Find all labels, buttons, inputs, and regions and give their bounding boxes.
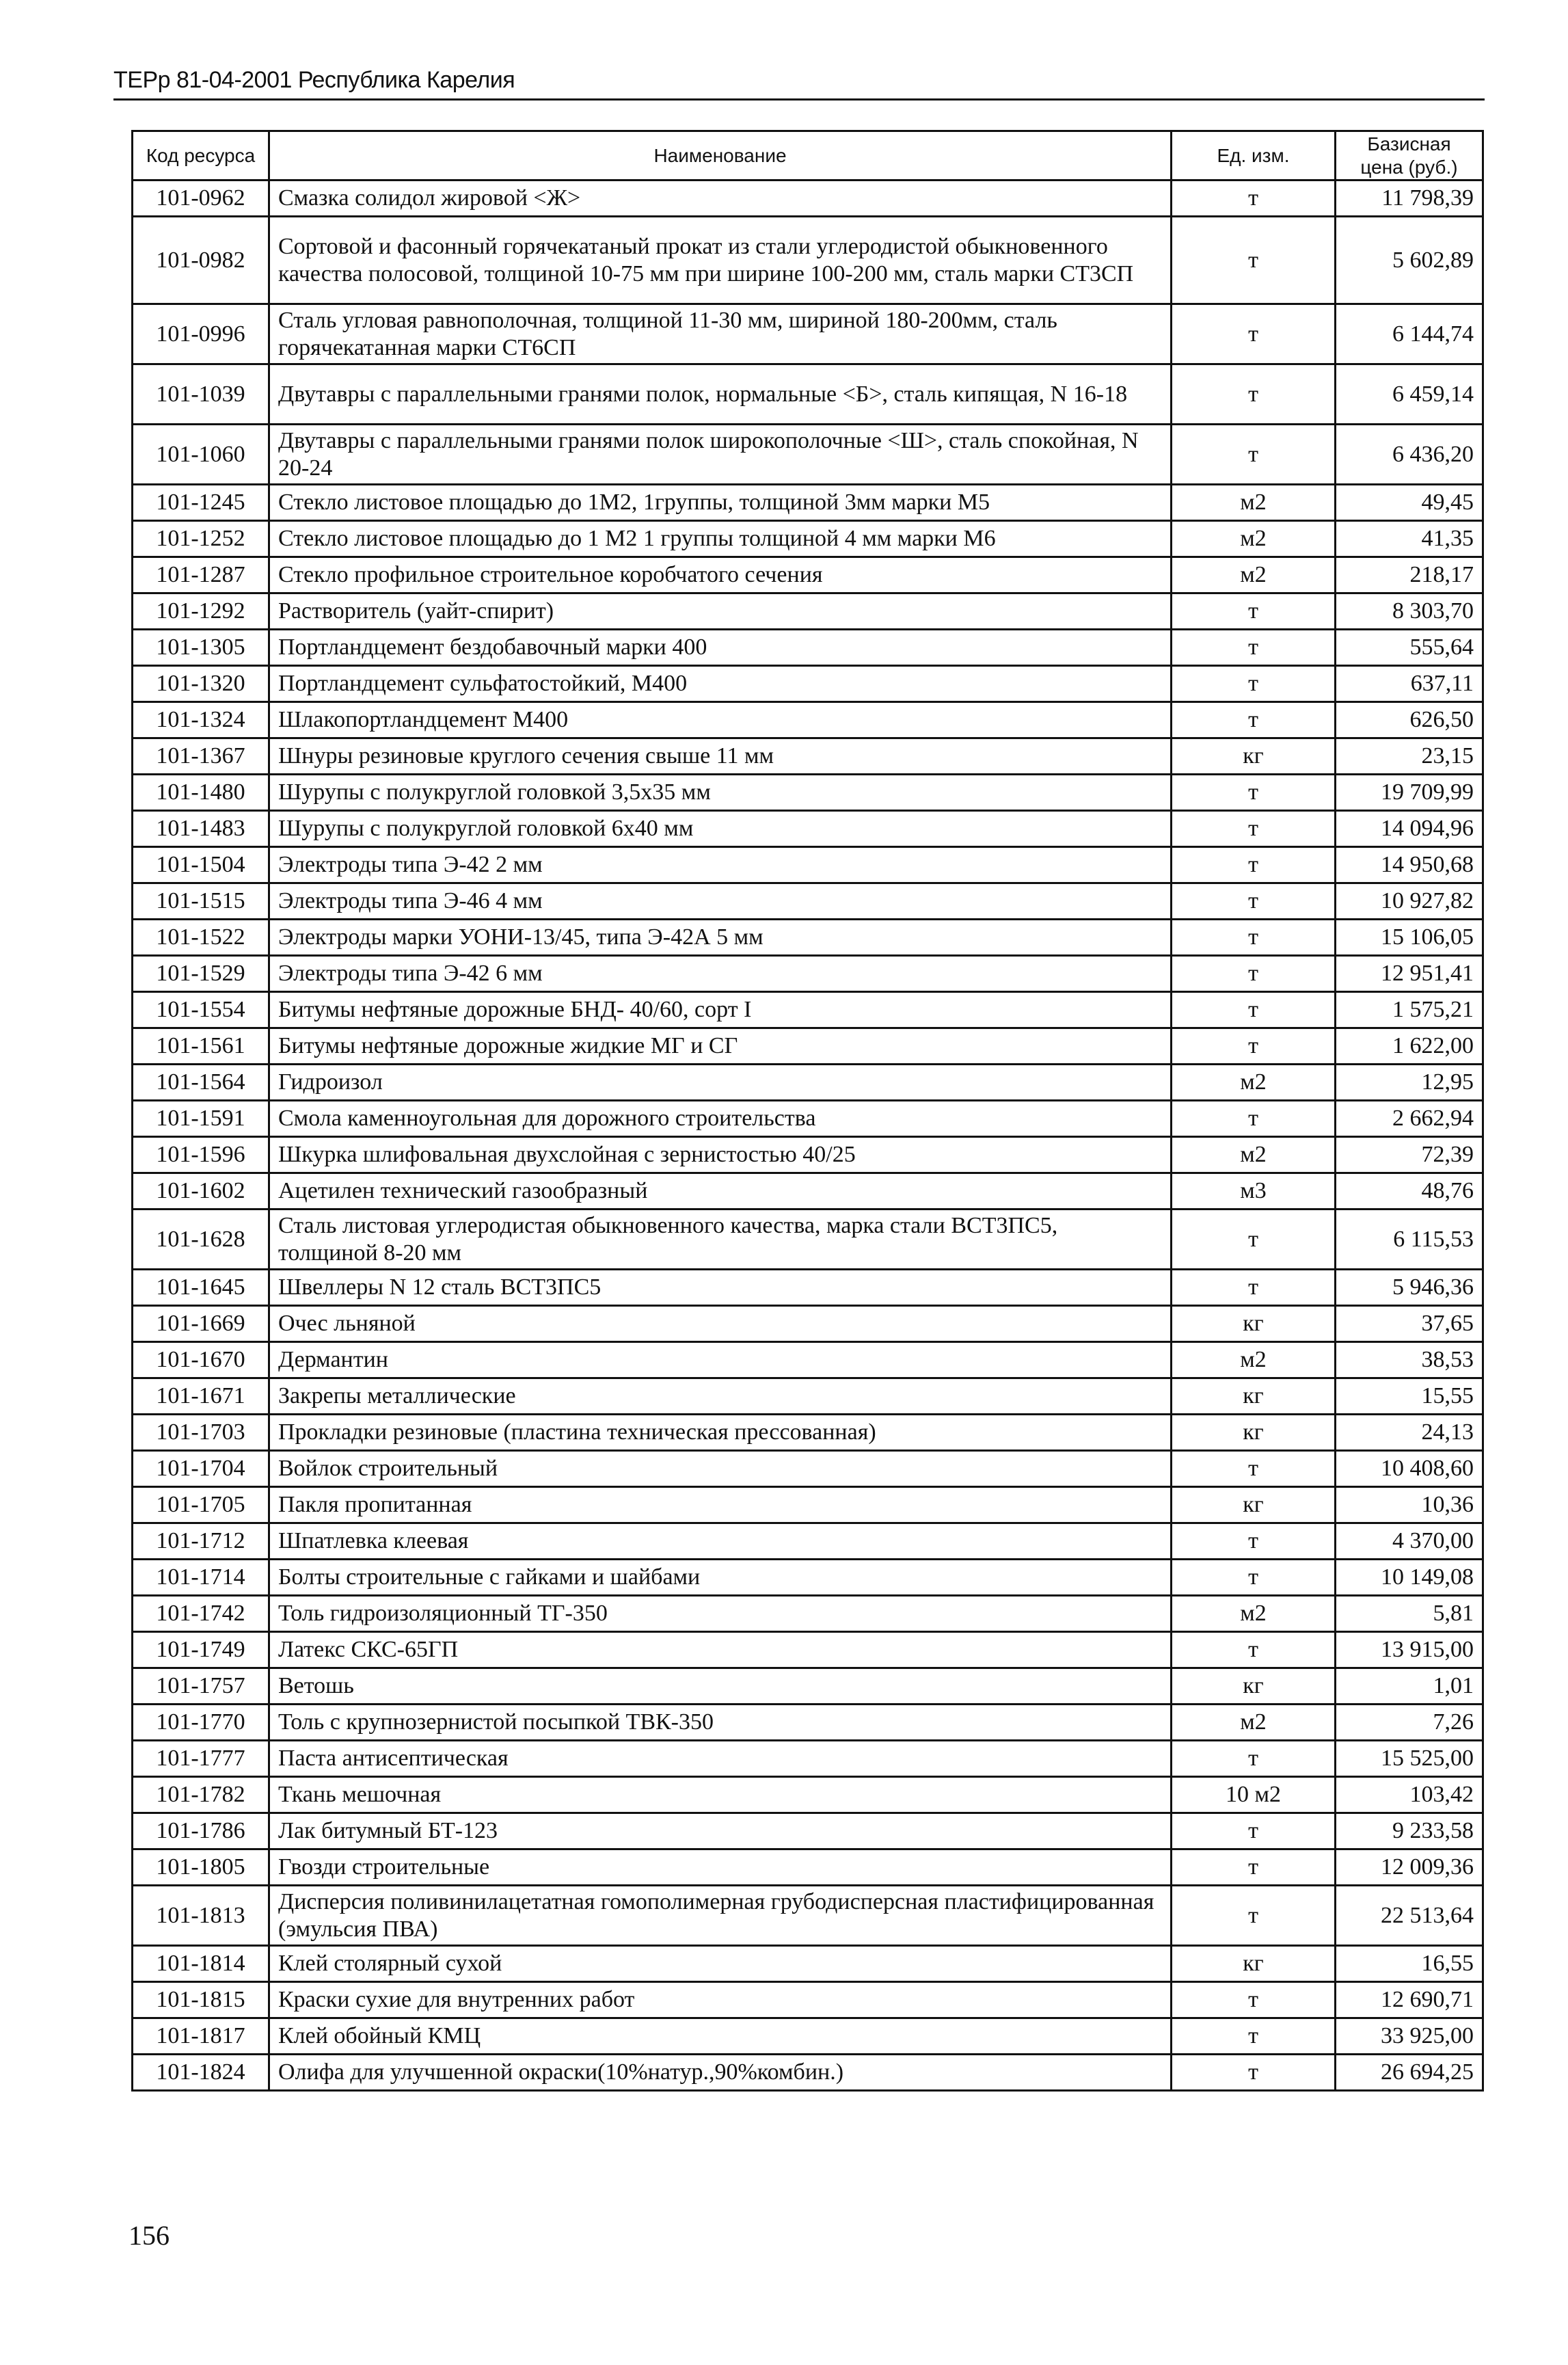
resource-code-cell: 101-1703 [133, 1415, 269, 1451]
table-row [133, 1668, 1483, 1705]
document-header-title: ТЕРр 81-04-2001 Республика Карелия [113, 67, 515, 93]
resource-code-cell: 101-1786 [133, 1813, 269, 1849]
table-row [133, 702, 1483, 738]
base-price-cell: 6 144,74 [1336, 304, 1483, 364]
resource-name-cell: Портландцемент сульфатостойкий, М400 [269, 666, 1172, 702]
resource-name-cell: Прокладки резиновые (пластина техническая прессованная) [269, 1415, 1172, 1451]
resource-name-cell: Битумы нефтяные дорожные БНД- 40/60, сорт I [269, 992, 1172, 1028]
resource-name-cell: Электроды типа Э-46 4 мм [269, 883, 1172, 920]
unit-cell: м2 [1172, 1137, 1336, 1173]
table-row [133, 1378, 1483, 1415]
unit-cell: т [1172, 425, 1336, 485]
unit-cell: т [1172, 992, 1336, 1028]
resource-code-cell: 101-1504 [133, 847, 269, 883]
base-price-cell: 9 233,58 [1336, 1813, 1483, 1849]
resource-code-cell: 101-1252 [133, 521, 269, 557]
resource-name-cell: Олифа для улучшенной окраски(10%натур.,90%комбин.) [269, 2055, 1172, 2091]
table-row [133, 1210, 1483, 1270]
resource-name-cell: Электроды типа Э-42 2 мм [269, 847, 1172, 883]
unit-cell: т [1172, 1849, 1336, 1886]
base-price-cell: 1 622,00 [1336, 1028, 1483, 1065]
resource-name-cell: Дермантин [269, 1342, 1172, 1378]
resource-code-cell: 101-1554 [133, 992, 269, 1028]
base-price-cell: 24,13 [1336, 1415, 1483, 1451]
resource-name-cell: Электроды типа Э-42 6 мм [269, 956, 1172, 992]
resource-name-cell: Дисперсия поливинилацетатная гомополимерная грубодисперсная пластифицированная (эмульсия ПВА) [269, 1886, 1172, 1946]
resource-name-cell: Болты строительные с гайками и шайбами [269, 1560, 1172, 1596]
unit-cell: т [1172, 630, 1336, 666]
resource-code-cell: 101-1714 [133, 1560, 269, 1596]
table-row [133, 1596, 1483, 1632]
resource-code-cell: 101-1292 [133, 593, 269, 630]
resource-name-cell: Сталь угловая равнополочная, толщиной 11-30 мм, шириной 180-200мм, сталь горячекатанная марки СТ6СП [269, 304, 1172, 364]
resource-name-cell: Шпатлевка клеевая [269, 1523, 1172, 1560]
page-number: 156 [129, 2220, 170, 2251]
base-price-cell: 6 436,20 [1336, 425, 1483, 485]
table-row [133, 847, 1483, 883]
unit-cell: м2 [1172, 1342, 1336, 1378]
resource-name-cell: Клей обойный КМЦ [269, 2018, 1172, 2055]
base-price-cell: 48,76 [1336, 1173, 1483, 1210]
unit-cell: кг [1172, 738, 1336, 775]
resource-code-cell: 101-1805 [133, 1849, 269, 1886]
unit-cell: т [1172, 1632, 1336, 1668]
unit-cell: т [1172, 956, 1336, 992]
resource-code-cell: 101-1324 [133, 702, 269, 738]
resource-name-cell: Гидроизол [269, 1065, 1172, 1101]
resource-name-cell: Войлок строительный [269, 1451, 1172, 1487]
unit-cell: т [1172, 702, 1336, 738]
unit-cell: т [1172, 364, 1336, 425]
base-price-cell: 10 927,82 [1336, 883, 1483, 920]
resource-name-cell: Портландцемент бездобавочный марки 400 [269, 630, 1172, 666]
table-row [133, 1451, 1483, 1487]
base-price-cell: 2 662,94 [1336, 1101, 1483, 1137]
resource-name-cell: Двутавры с параллельными гранями полок, нормальные <Б>, сталь кипящая, N 16-18 [269, 364, 1172, 425]
unit-cell: м2 [1172, 485, 1336, 521]
table-row [133, 1415, 1483, 1451]
unit-cell: т [1172, 1982, 1336, 2018]
resource-name-cell: Стекло листовое площадью до 1 М2 1 группы толщиной 4 мм марки М6 [269, 521, 1172, 557]
resource-name-cell: Смола каменноугольная для дорожного строительства [269, 1101, 1172, 1137]
table-row [133, 1306, 1483, 1342]
base-price-cell: 33 925,00 [1336, 2018, 1483, 2055]
table-row [133, 1777, 1483, 1813]
table-row [133, 1946, 1483, 1982]
resource-code-cell: 101-1305 [133, 630, 269, 666]
resource-name-cell: Закрепы металлические [269, 1378, 1172, 1415]
base-price-cell: 8 303,70 [1336, 593, 1483, 630]
unit-cell: кг [1172, 1415, 1336, 1451]
resource-code-cell: 101-1824 [133, 2055, 269, 2091]
unit-cell: кг [1172, 1487, 1336, 1523]
table-row [133, 775, 1483, 811]
base-price-cell: 5 602,89 [1336, 217, 1483, 304]
table-row [133, 485, 1483, 521]
table-row [133, 1886, 1483, 1946]
resource-code-cell: 101-1670 [133, 1342, 269, 1378]
base-price-cell: 23,15 [1336, 738, 1483, 775]
resource-code-cell: 101-1749 [133, 1632, 269, 1668]
unit-cell: т [1172, 920, 1336, 956]
base-price-cell: 10,36 [1336, 1487, 1483, 1523]
table-row [133, 364, 1483, 425]
base-price-cell: 12 009,36 [1336, 1849, 1483, 1886]
base-price-cell: 5 946,36 [1336, 1270, 1483, 1306]
resource-code-cell: 101-1522 [133, 920, 269, 956]
unit-cell: т [1172, 1270, 1336, 1306]
unit-cell: м2 [1172, 1596, 1336, 1632]
base-price-cell: 14 094,96 [1336, 811, 1483, 847]
resource-code-cell: 101-1815 [133, 1982, 269, 2018]
table-row [133, 1342, 1483, 1378]
base-price-cell: 37,65 [1336, 1306, 1483, 1342]
unit-cell: т [1172, 217, 1336, 304]
resource-name-cell: Пакля пропитанная [269, 1487, 1172, 1523]
resource-name-cell: Шнуры резиновые круглого сечения свыше 11 мм [269, 738, 1172, 775]
base-price-cell: 6 459,14 [1336, 364, 1483, 425]
resource-name-cell: Растворитель (уайт-спирит) [269, 593, 1172, 630]
resource-name-cell: Латекс СКС-65ГП [269, 1632, 1172, 1668]
resource-code-cell: 101-1817 [133, 2018, 269, 2055]
resource-code-cell: 101-1777 [133, 1741, 269, 1777]
resource-code-cell: 101-1596 [133, 1137, 269, 1173]
resource-name-cell: Швеллеры N 12 сталь ВСТ3ПС5 [269, 1270, 1172, 1306]
table-row [133, 630, 1483, 666]
resource-code-cell: 101-1705 [133, 1487, 269, 1523]
resource-code-cell: 101-0996 [133, 304, 269, 364]
base-price-cell: 26 694,25 [1336, 2055, 1483, 2091]
base-price-cell: 14 950,68 [1336, 847, 1483, 883]
unit-cell: м2 [1172, 1065, 1336, 1101]
resource-code-cell: 101-1564 [133, 1065, 269, 1101]
base-price-cell: 16,55 [1336, 1946, 1483, 1982]
unit-cell: т [1172, 847, 1336, 883]
column-header-unit: Ед. изм. [1172, 131, 1336, 181]
resource-code-cell: 101-1742 [133, 1596, 269, 1632]
base-price-cell: 11 798,39 [1336, 181, 1483, 217]
resource-name-cell: Стекло профильное строительное коробчатого сечения [269, 557, 1172, 593]
resource-name-cell: Очес льняной [269, 1306, 1172, 1342]
table-row [133, 304, 1483, 364]
resource-code-cell: 101-1591 [133, 1101, 269, 1137]
table-row [133, 666, 1483, 702]
resource-code-cell: 101-1671 [133, 1378, 269, 1415]
unit-cell: т [1172, 1210, 1336, 1270]
unit-cell: кг [1172, 1668, 1336, 1705]
table-row [133, 2018, 1483, 2055]
base-price-cell: 637,11 [1336, 666, 1483, 702]
unit-cell: м2 [1172, 557, 1336, 593]
resource-code-cell: 101-1515 [133, 883, 269, 920]
resource-code-cell: 101-1245 [133, 485, 269, 521]
unit-cell: кг [1172, 1946, 1336, 1982]
unit-cell: т [1172, 1560, 1336, 1596]
resource-code-cell: 101-1712 [133, 1523, 269, 1560]
table-row [133, 1270, 1483, 1306]
base-price-cell: 626,50 [1336, 702, 1483, 738]
unit-cell: т [1172, 181, 1336, 217]
table-row [133, 811, 1483, 847]
table-row [133, 217, 1483, 304]
resource-name-cell: Смазка солидол жировой <Ж> [269, 181, 1172, 217]
column-header-code: Код ресурса [133, 131, 269, 181]
base-price-cell: 12 951,41 [1336, 956, 1483, 992]
table-row [133, 1523, 1483, 1560]
resource-code-cell: 101-1704 [133, 1451, 269, 1487]
resource-price-table [131, 130, 1484, 2092]
table-row [133, 1137, 1483, 1173]
resource-name-cell: Стекло листовое площадью до 1М2, 1группы, толщиной 3мм марки М5 [269, 485, 1172, 521]
unit-cell: м2 [1172, 1705, 1336, 1741]
table-row [133, 1487, 1483, 1523]
table-row [133, 1705, 1483, 1741]
unit-cell: т [1172, 1886, 1336, 1946]
table-row [133, 1849, 1483, 1886]
resource-code-cell: 101-1483 [133, 811, 269, 847]
unit-cell: т [1172, 1451, 1336, 1487]
base-price-cell: 1,01 [1336, 1668, 1483, 1705]
table-row [133, 521, 1483, 557]
base-price-cell: 103,42 [1336, 1777, 1483, 1813]
unit-cell: 10 м2 [1172, 1777, 1336, 1813]
resource-name-cell: Лак битумный БТ-123 [269, 1813, 1172, 1849]
base-price-cell: 38,53 [1336, 1342, 1483, 1378]
table-row [133, 1560, 1483, 1596]
unit-cell: т [1172, 666, 1336, 702]
table-row [133, 883, 1483, 920]
base-price-cell: 15,55 [1336, 1378, 1483, 1415]
base-price-cell: 15 525,00 [1336, 1741, 1483, 1777]
base-price-cell: 19 709,99 [1336, 775, 1483, 811]
resource-name-cell: Битумы нефтяные дорожные жидкие МГ и СГ [269, 1028, 1172, 1065]
resource-code-cell: 101-1529 [133, 956, 269, 992]
base-price-cell: 15 106,05 [1336, 920, 1483, 956]
table-body [133, 181, 1483, 2091]
header-divider [113, 98, 1485, 101]
table-row [133, 1173, 1483, 1210]
unit-cell: м2 [1172, 521, 1336, 557]
resource-name-cell: Ветошь [269, 1668, 1172, 1705]
resource-name-cell: Толь с крупнозернистой посыпкой ТВК-350 [269, 1705, 1172, 1741]
resource-code-cell: 101-1770 [133, 1705, 269, 1741]
resource-name-cell: Шурупы с полукруглой головкой 6х40 мм [269, 811, 1172, 847]
table-row [133, 1741, 1483, 1777]
unit-cell: кг [1172, 1306, 1336, 1342]
unit-cell: т [1172, 1101, 1336, 1137]
base-price-cell: 7,26 [1336, 1705, 1483, 1741]
resource-code-cell: 101-1561 [133, 1028, 269, 1065]
base-price-cell: 1 575,21 [1336, 992, 1483, 1028]
resource-name-cell: Электроды марки УОНИ-13/45, типа Э-42А 5 мм [269, 920, 1172, 956]
table-row [133, 1632, 1483, 1668]
resource-code-cell: 101-1060 [133, 425, 269, 485]
base-price-cell: 12,95 [1336, 1065, 1483, 1101]
resource-code-cell: 101-0962 [133, 181, 269, 217]
resource-name-cell: Ацетилен технический газообразный [269, 1173, 1172, 1210]
base-price-cell: 10 149,08 [1336, 1560, 1483, 1596]
unit-cell: т [1172, 775, 1336, 811]
table-row [133, 738, 1483, 775]
resource-name-cell: Двутавры с параллельными гранями полок широкополочные <Ш>, сталь спокойная, N 20-24 [269, 425, 1172, 485]
resource-name-cell: Шурупы с полукруглой головкой 3,5х35 мм [269, 775, 1172, 811]
table-row [133, 956, 1483, 992]
resource-code-cell: 101-1813 [133, 1886, 269, 1946]
resource-name-cell: Краски сухие для внутренних работ [269, 1982, 1172, 2018]
table-row [133, 1028, 1483, 1065]
column-header-price: Базисная цена (руб.) [1336, 131, 1483, 181]
unit-cell: т [1172, 1523, 1336, 1560]
resource-code-cell: 101-1782 [133, 1777, 269, 1813]
resource-name-cell: Гвозди строительные [269, 1849, 1172, 1886]
unit-cell: т [1172, 304, 1336, 364]
table-row [133, 557, 1483, 593]
resource-code-cell: 101-1645 [133, 1270, 269, 1306]
base-price-cell: 49,45 [1336, 485, 1483, 521]
table-row [133, 920, 1483, 956]
base-price-cell: 6 115,53 [1336, 1210, 1483, 1270]
unit-cell: т [1172, 883, 1336, 920]
resource-code-cell: 101-1757 [133, 1668, 269, 1705]
resource-name-cell: Паста антисептическая [269, 1741, 1172, 1777]
table-row [133, 2055, 1483, 2091]
resource-name-cell: Толь гидроизоляционный ТГ-350 [269, 1596, 1172, 1632]
unit-cell: м3 [1172, 1173, 1336, 1210]
unit-cell: т [1172, 593, 1336, 630]
unit-cell: т [1172, 1741, 1336, 1777]
table-row [133, 1101, 1483, 1137]
resource-name-cell: Сталь листовая углеродистая обыкновенного качества, марка стали ВСТ3ПС5, толщиной 8-20 мм [269, 1210, 1172, 1270]
table-row [133, 1065, 1483, 1101]
base-price-cell: 13 915,00 [1336, 1632, 1483, 1668]
base-price-cell: 555,64 [1336, 630, 1483, 666]
base-price-cell: 218,17 [1336, 557, 1483, 593]
table-header-row [133, 131, 1483, 181]
resource-code-cell: 101-0982 [133, 217, 269, 304]
table-row [133, 593, 1483, 630]
resource-name-cell: Сортовой и фасонный горячекатаный прокат из стали углеродистой обыкновенного качества полосовой, толщиной 10-75 мм при ширине 100-200 мм, сталь марки СТ3СП [269, 217, 1172, 304]
base-price-cell: 22 513,64 [1336, 1886, 1483, 1946]
unit-cell: т [1172, 2055, 1336, 2091]
table-row [133, 181, 1483, 217]
resource-code-cell: 101-1814 [133, 1946, 269, 1982]
table-row [133, 1982, 1483, 2018]
resource-code-cell: 101-1320 [133, 666, 269, 702]
resource-name-cell: Ткань мешочная [269, 1777, 1172, 1813]
resource-name-cell: Клей столярный сухой [269, 1946, 1172, 1982]
table-row [133, 425, 1483, 485]
base-price-cell: 41,35 [1336, 521, 1483, 557]
unit-cell: т [1172, 811, 1336, 847]
resource-name-cell: Шкурка шлифовальная двухслойная с зернистостью 40/25 [269, 1137, 1172, 1173]
column-header-name: Наименование [269, 131, 1172, 181]
base-price-cell: 12 690,71 [1336, 1982, 1483, 2018]
resource-code-cell: 101-1602 [133, 1173, 269, 1210]
base-price-cell: 10 408,60 [1336, 1451, 1483, 1487]
resource-name-cell: Шлакопортландцемент М400 [269, 702, 1172, 738]
resource-code-cell: 101-1367 [133, 738, 269, 775]
table-row [133, 1813, 1483, 1849]
base-price-cell: 72,39 [1336, 1137, 1483, 1173]
unit-cell: т [1172, 2018, 1336, 2055]
unit-cell: т [1172, 1813, 1336, 1849]
resource-code-cell: 101-1669 [133, 1306, 269, 1342]
unit-cell: т [1172, 1028, 1336, 1065]
resource-code-cell: 101-1039 [133, 364, 269, 425]
base-price-cell: 4 370,00 [1336, 1523, 1483, 1560]
resource-code-cell: 101-1480 [133, 775, 269, 811]
table-row [133, 992, 1483, 1028]
base-price-cell: 5,81 [1336, 1596, 1483, 1632]
unit-cell: кг [1172, 1378, 1336, 1415]
resource-code-cell: 101-1287 [133, 557, 269, 593]
resource-code-cell: 101-1628 [133, 1210, 269, 1270]
